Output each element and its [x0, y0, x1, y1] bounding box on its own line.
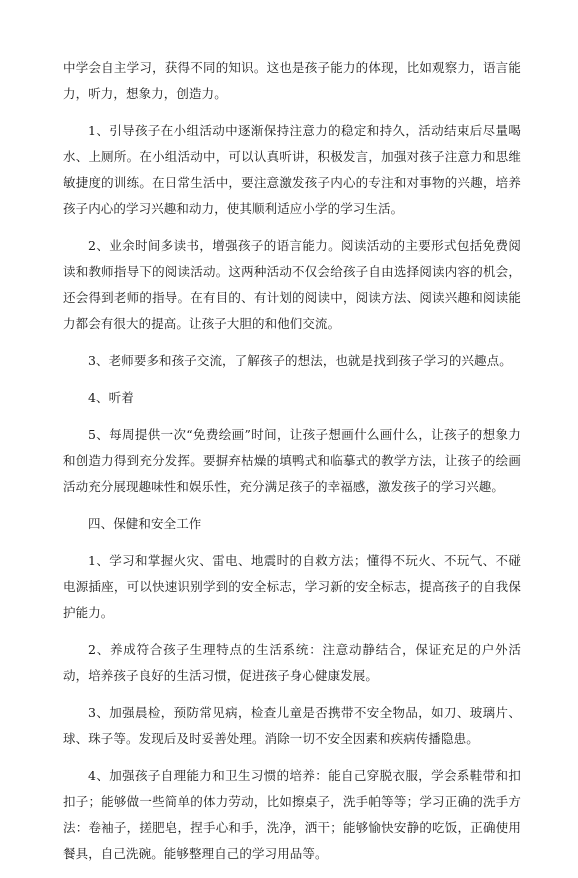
section-heading: 四、保健和安全工作 [88, 516, 202, 531]
paragraph-4: 3、老师要多和孩子交流，了解孩子的想法，也就是找到孩子学习的兴趣点。 [88, 353, 512, 368]
document-body [63, 55, 521, 878]
paragraph-5: 4、听着 [88, 390, 134, 405]
paragraph-9: 3、加强晨检，预防常见病，检查儿童是否携带不安全物品，如刀、玻璃片、球、珠子等。发现后及时妥善处理。消除一切不安全因素和疾病传播隐患。 [63, 705, 521, 746]
paragraph-8: 2、养成符合孩子生理特点的生活系统：注意动静结合，保证充足的户外活动，培养孩子良好的生活习惯，促进孩子身心健康发展。 [63, 642, 521, 683]
paragraph-10: 4、加强孩子自理能力和卫生习惯的培养：能自己穿脱衣服，学会系鞋带和扣扣子；能够做一些简单的体力劳动，比如擦桌子，洗手帕等等；学习正确的洗手方法：卷袖子，搓肥皂，捏手心和手，洗净，洒干；能够愉快安静的吃饭，正确使用餐具，自己洗碗。能够整理自己的学习用品等。 [63, 768, 521, 861]
paragraph-7: 1、学习和掌握火灾、雷电、地震时的自救方法；懂得不玩火、不玩气、不碰电源插座，可以快速识别学到的安全标志，学习新的安全标志，提高孩子的自我保护能力。 [63, 553, 521, 620]
paragraph-6: 5、每周提供一次“免费绘画”时间，让孩子想画什么画什么，让孩子的想象力和创造力得到充分发挥。要摒弃枯燥的填鸭式和临摹式的教学方法，让孩子的绘画活动充分展现趣味性和娱乐性，充分满足孩子的幸福感，激发孩子的学习兴趣。 [63, 427, 521, 494]
paragraph-1: 中学会自主学习，获得不同的知识。这也是孩子能力的体现，比如观察力，语言能力，听力，想象力，创造力。 [63, 60, 521, 101]
paragraph-3: 2、业余时间多读书，增强孩子的语言能力。阅读活动的主要形式包括免费阅读和教师指导下的阅读活动。这两种活动不仅会给孩子自由选择阅读内容的机会，还会得到老师的指导。在有目的、有计划的阅读中，阅读方法、阅读兴趣和阅读能力都会有很大的提高。让孩子大胆的和他们交流。 [63, 238, 521, 331]
paragraph-2: 1、引导孩子在小组活动中逐渐保持注意力的稳定和持久，活动结束后尽量喝水、上厕所。在小组活动中，可以认真听讲，积极发言，加强对孩子注意力和思维敏捷度的训练。在日常生活中，要注意激发孩子内心的专注和对事物的兴趣，培养孩子内心的学习兴趣和动力，使其顺利适应小学的学习生活。 [63, 123, 521, 216]
